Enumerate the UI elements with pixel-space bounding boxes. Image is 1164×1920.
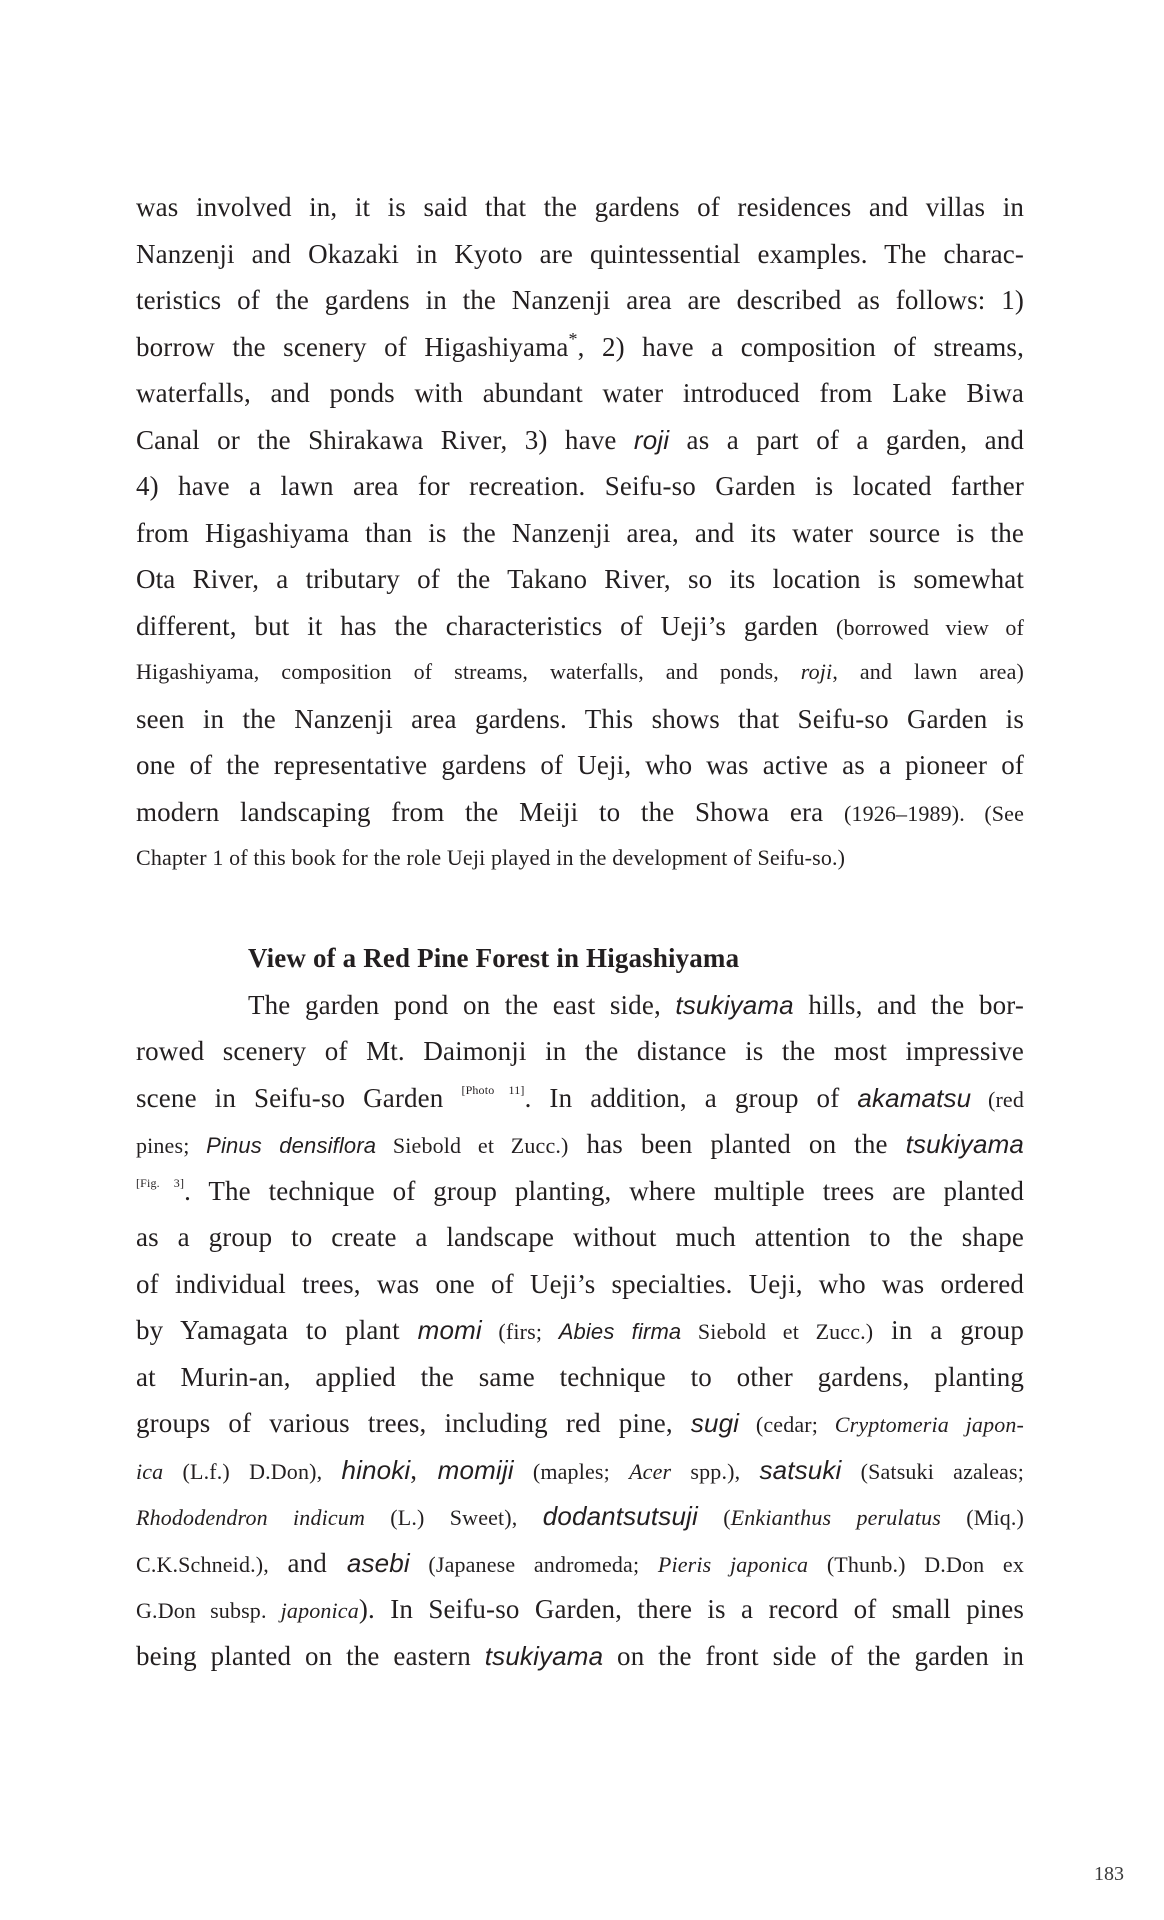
text-line: Chapter 1 of this book for the role Ueji played in the development of Seifu-so.): [136, 845, 846, 870]
text-line: Nanzenji and Okazaki in Kyoto are quintessential examples. The charac-: [136, 238, 1024, 269]
body-paragraph: [136, 184, 1024, 882]
text-line: C.K.Schneid.), and asebi (Japanese andromeda; Pieris japonica (Thunb.) D.Don ex: [136, 1547, 1024, 1578]
page-number: 183: [1094, 1863, 1124, 1885]
text-line: borrow the scenery of Higashiyama*, 2) have a composition of streams,: [136, 328, 1024, 362]
text-line: at Murin-an, applied the same technique to other gardens, planting: [136, 1361, 1024, 1392]
text-line: G.Don subsp. japonica). In Seifu-so Garden, there is a record of small pines: [136, 1594, 1024, 1624]
text-line: as a group to create a landscape without much attention to the shape: [136, 1222, 1024, 1252]
text-line: pines; Pinus densiflora Siebold et Zucc.) has been planted on the tsukiyama: [136, 1129, 1024, 1159]
text-line: scene in Seifu-so Garden [Photo 11]. In addition, a group of akamatsu (red: [136, 1082, 1024, 1113]
text-line: 4) have a lawn area for recreation. Seifu-so Garden is located farther: [136, 471, 1024, 501]
text-line: was involved in, it is said that the gardens of residences and villas in: [136, 192, 1024, 222]
text-line: Ota River, a tributary of the Takano River, so its location is somewhat: [136, 564, 1024, 594]
photo-reference: [Photo 11]: [461, 1082, 525, 1097]
text-line: Rhododendron indicum (L.) Sweet), dodantsutsuji (Enkianthus perulatus (Miq.): [136, 1501, 1024, 1531]
figure-reference: [Fig. 3]: [136, 1175, 185, 1190]
text-line: rowed scenery of Mt. Daimonji in the distance is the most impressive: [136, 1036, 1024, 1066]
section: [136, 935, 1024, 1679]
text-line: one of the representative gardens of Ueji, who was active as a pioneer of: [136, 750, 1024, 780]
footnote-asterisk: *: [568, 328, 578, 349]
text-line: of individual trees, was one of Ueji’s specialties. Ueji, who was ordered: [136, 1268, 1024, 1299]
text-line: waterfalls, and ponds with abundant water introduced from Lake Biwa: [136, 378, 1024, 408]
term-roji: roji: [633, 424, 670, 455]
text-line: seen in the Nanzenji area gardens. This shows that Seifu-so Garden is: [136, 703, 1024, 734]
text-line: groups of various trees, including red pine, sugi (cedar; Cryptomeria japon-: [136, 1408, 1024, 1438]
text-line: The garden pond on the east side, tsukiyama hills, and the bor-: [248, 989, 1024, 1020]
text-line: [Fig. 3]. The technique of group planting, where multiple trees are planted: [136, 1175, 1024, 1206]
text-line: different, but it has the characteristics of Ueji’s garden (borrowed view of: [136, 610, 1024, 641]
text-line: Higashiyama, composition of streams, waterfalls, and ponds, roji, and lawn area): [136, 659, 1024, 684]
text-line: by Yamagata to plant momi (firs; Abies firma Siebold et Zucc.) in a group: [136, 1315, 1024, 1345]
section-heading: View of a Red Pine Forest in Higashiyama: [248, 943, 740, 973]
text-line: from Higashiyama than is the Nanzenji area, and its water source is the: [136, 517, 1024, 548]
text-line: teristics of the gardens in the Nanzenji area are described as follows: 1): [136, 285, 1024, 315]
text-line: ica (L.f.) D.Don), hinoki, momiji (maples; Acer spp.), satsuki (Satsuki azaleas;: [136, 1454, 1024, 1485]
text-line: being planted on the eastern tsukiyama on the front side of the garden in: [136, 1640, 1024, 1671]
term-roji: roji: [800, 659, 833, 684]
text-line: modern landscaping from the Meiji to the Showa era (1926–1989). (See: [136, 796, 1025, 827]
text-line: Canal or the Shirakawa River, 3) have roji as a part of a garden, and: [136, 424, 1024, 455]
